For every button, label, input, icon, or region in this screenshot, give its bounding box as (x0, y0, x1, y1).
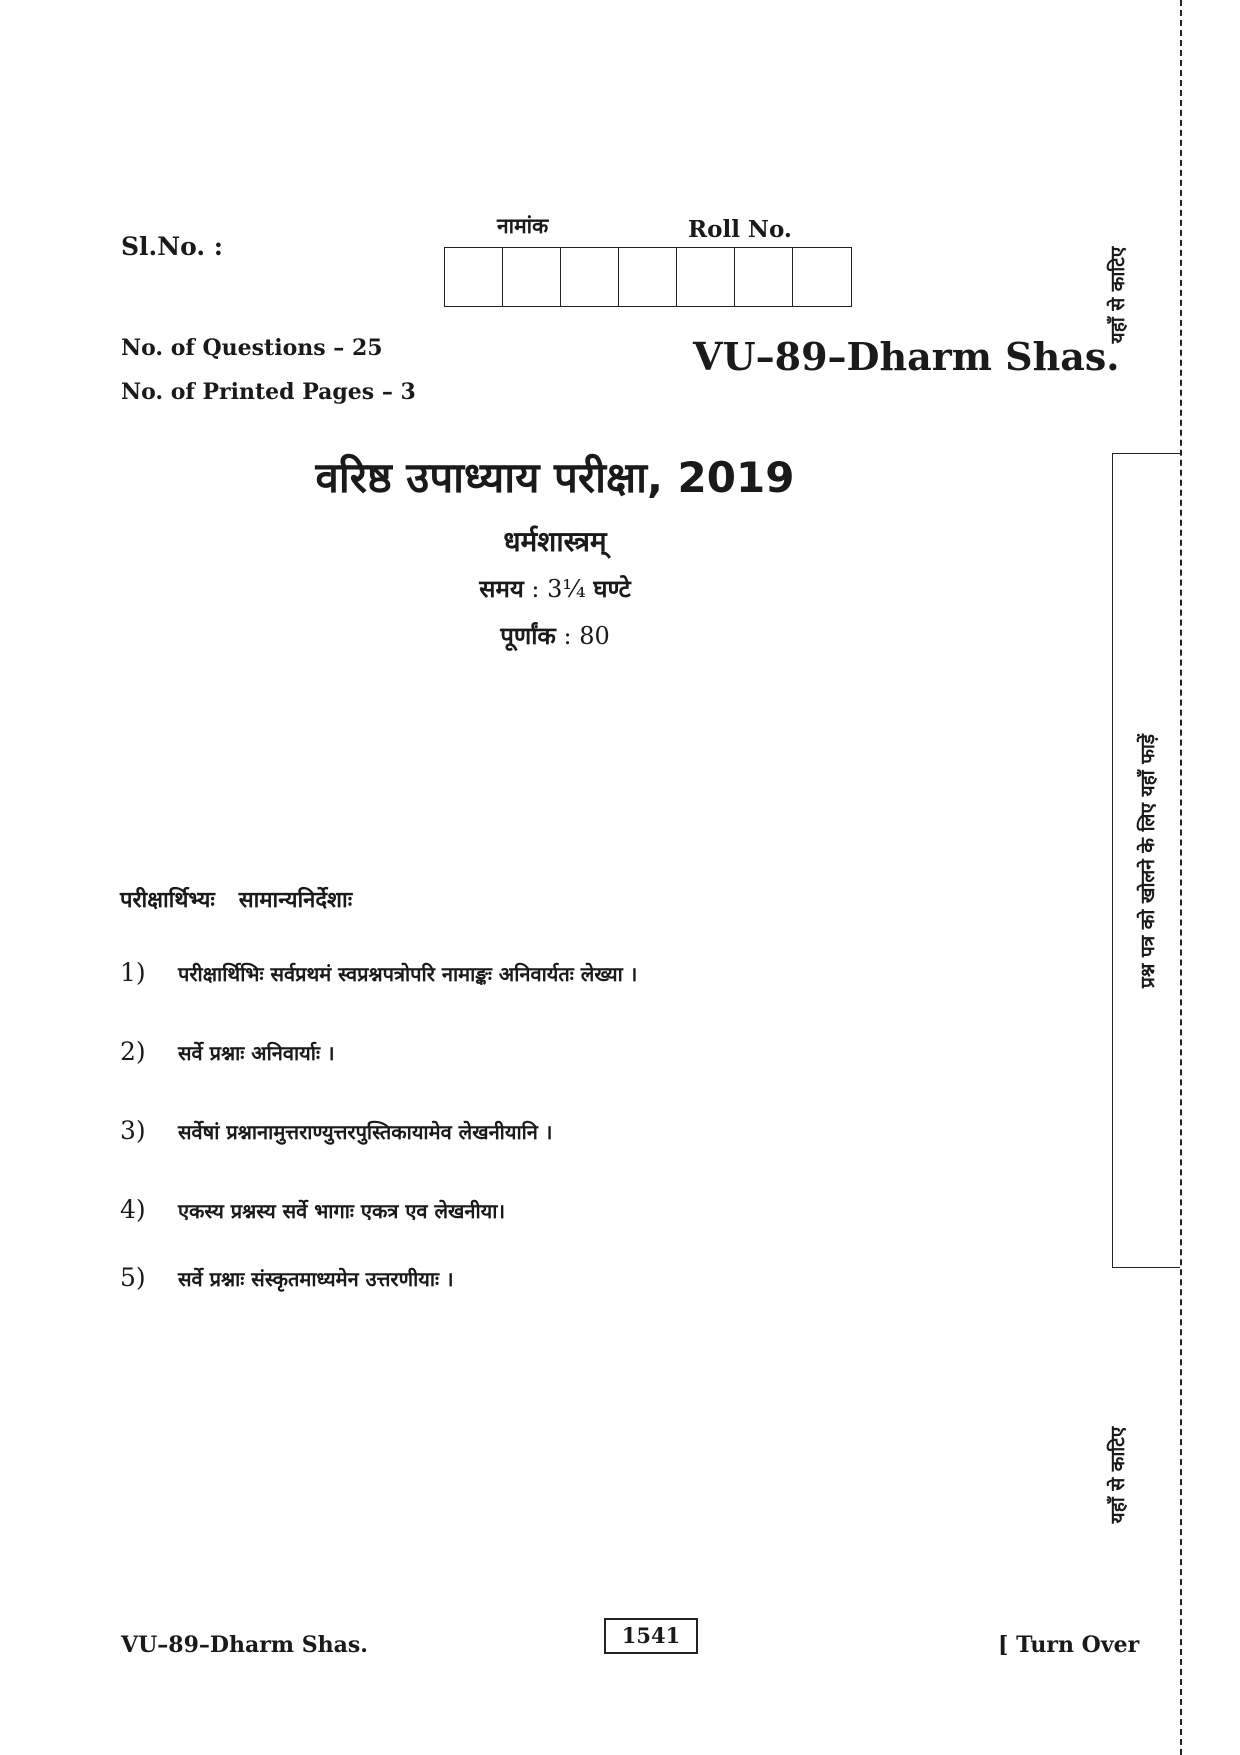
roll-box[interactable] (503, 248, 561, 306)
time-unit: घण्टे (593, 575, 631, 603)
cut-line (1180, 0, 1182, 1755)
time-value: 3¼ (547, 575, 586, 603)
roll-number-boxes (444, 247, 852, 307)
footer-page-number: 1541 (604, 1618, 698, 1654)
roll-box[interactable] (561, 248, 619, 306)
instruction-text: एकस्य प्रश्नस्य सर्वे भागाः एकत्र एव लेखनीया। (178, 1199, 506, 1223)
instruction-number: 2) (120, 1037, 146, 1066)
subject-title: धर्मशास्त्रम् (503, 525, 607, 558)
paper-code: VU–89–Dharm Shas. (693, 334, 1120, 379)
cut-here-bottom-text: यहाँ से काटिए (1107, 1426, 1129, 1524)
instructions-heading-part1: परीक्षार्थिभ्यः (120, 888, 215, 913)
roll-box[interactable] (619, 248, 677, 306)
instruction-text: परीक्षार्थिभिः सर्वप्रथमं स्वप्रश्नपत्रोपरि नामाङ्कः अनिवार्यतः लेख्या । (178, 962, 638, 986)
roll-box[interactable] (793, 248, 851, 306)
instruction-number: 4) (120, 1195, 146, 1224)
instruction-item (120, 1195, 505, 1224)
instruction-number: 3) (120, 1116, 146, 1145)
tear-here-box[interactable] (1112, 453, 1180, 1268)
number-of-pages: No. of Printed Pages – 3 (121, 379, 416, 405)
cut-here-bottom (1097, 1405, 1137, 1545)
instruction-number: 5) (120, 1263, 146, 1292)
instruction-item (120, 1037, 335, 1066)
instructions-heading-part2: सामान्यनिर्देशाः (238, 888, 353, 913)
marks-line (0, 619, 1110, 652)
roll-box[interactable] (735, 248, 793, 306)
footer-paper-code: VU–89–Dharm Shas. (121, 1632, 368, 1658)
marks-value: 80 (579, 622, 610, 650)
instruction-item (120, 1116, 552, 1145)
marks-label: पूर्णांक (500, 622, 556, 650)
instruction-item (120, 1263, 454, 1292)
exam-title: वरिष्ठ उपाध्याय परीक्षा, 2019 (315, 453, 795, 502)
roll-no-label: Roll No. (688, 216, 792, 243)
number-of-questions: No. of Questions – 25 (121, 335, 383, 361)
instruction-text: सर्वेषां प्रश्नानामुत्तराण्युत्तरपुस्तिकायामेव लेखनीयानि । (178, 1120, 553, 1144)
cut-here-top (1097, 225, 1137, 365)
turn-over-label: [ Turn Over (998, 1632, 1140, 1658)
time-label: समय (479, 575, 524, 603)
instruction-number: 1) (120, 958, 146, 987)
roll-box[interactable] (677, 248, 735, 306)
cut-here-top-text: यहाँ से काटिए (1107, 246, 1129, 344)
roll-box[interactable] (445, 248, 503, 306)
instruction-item (120, 958, 637, 987)
instructions-heading (120, 884, 352, 914)
instruction-text: सर्वे प्रश्नाः अनिवार्याः । (178, 1041, 335, 1065)
instruction-text: सर्वे प्रश्नाः संस्कृतमाध्यमेन उत्तरणीयाः । (178, 1267, 454, 1291)
serial-number-label: Sl.No. : (121, 232, 223, 261)
time-line (0, 572, 1110, 605)
tear-here-text: प्रश्न पत्र को खोलने के लिए यहाँ फाड़ें (1136, 733, 1159, 988)
namank-label: नामांक (497, 214, 549, 238)
time-separator: : (531, 575, 540, 603)
marks-separator: : (563, 622, 572, 650)
